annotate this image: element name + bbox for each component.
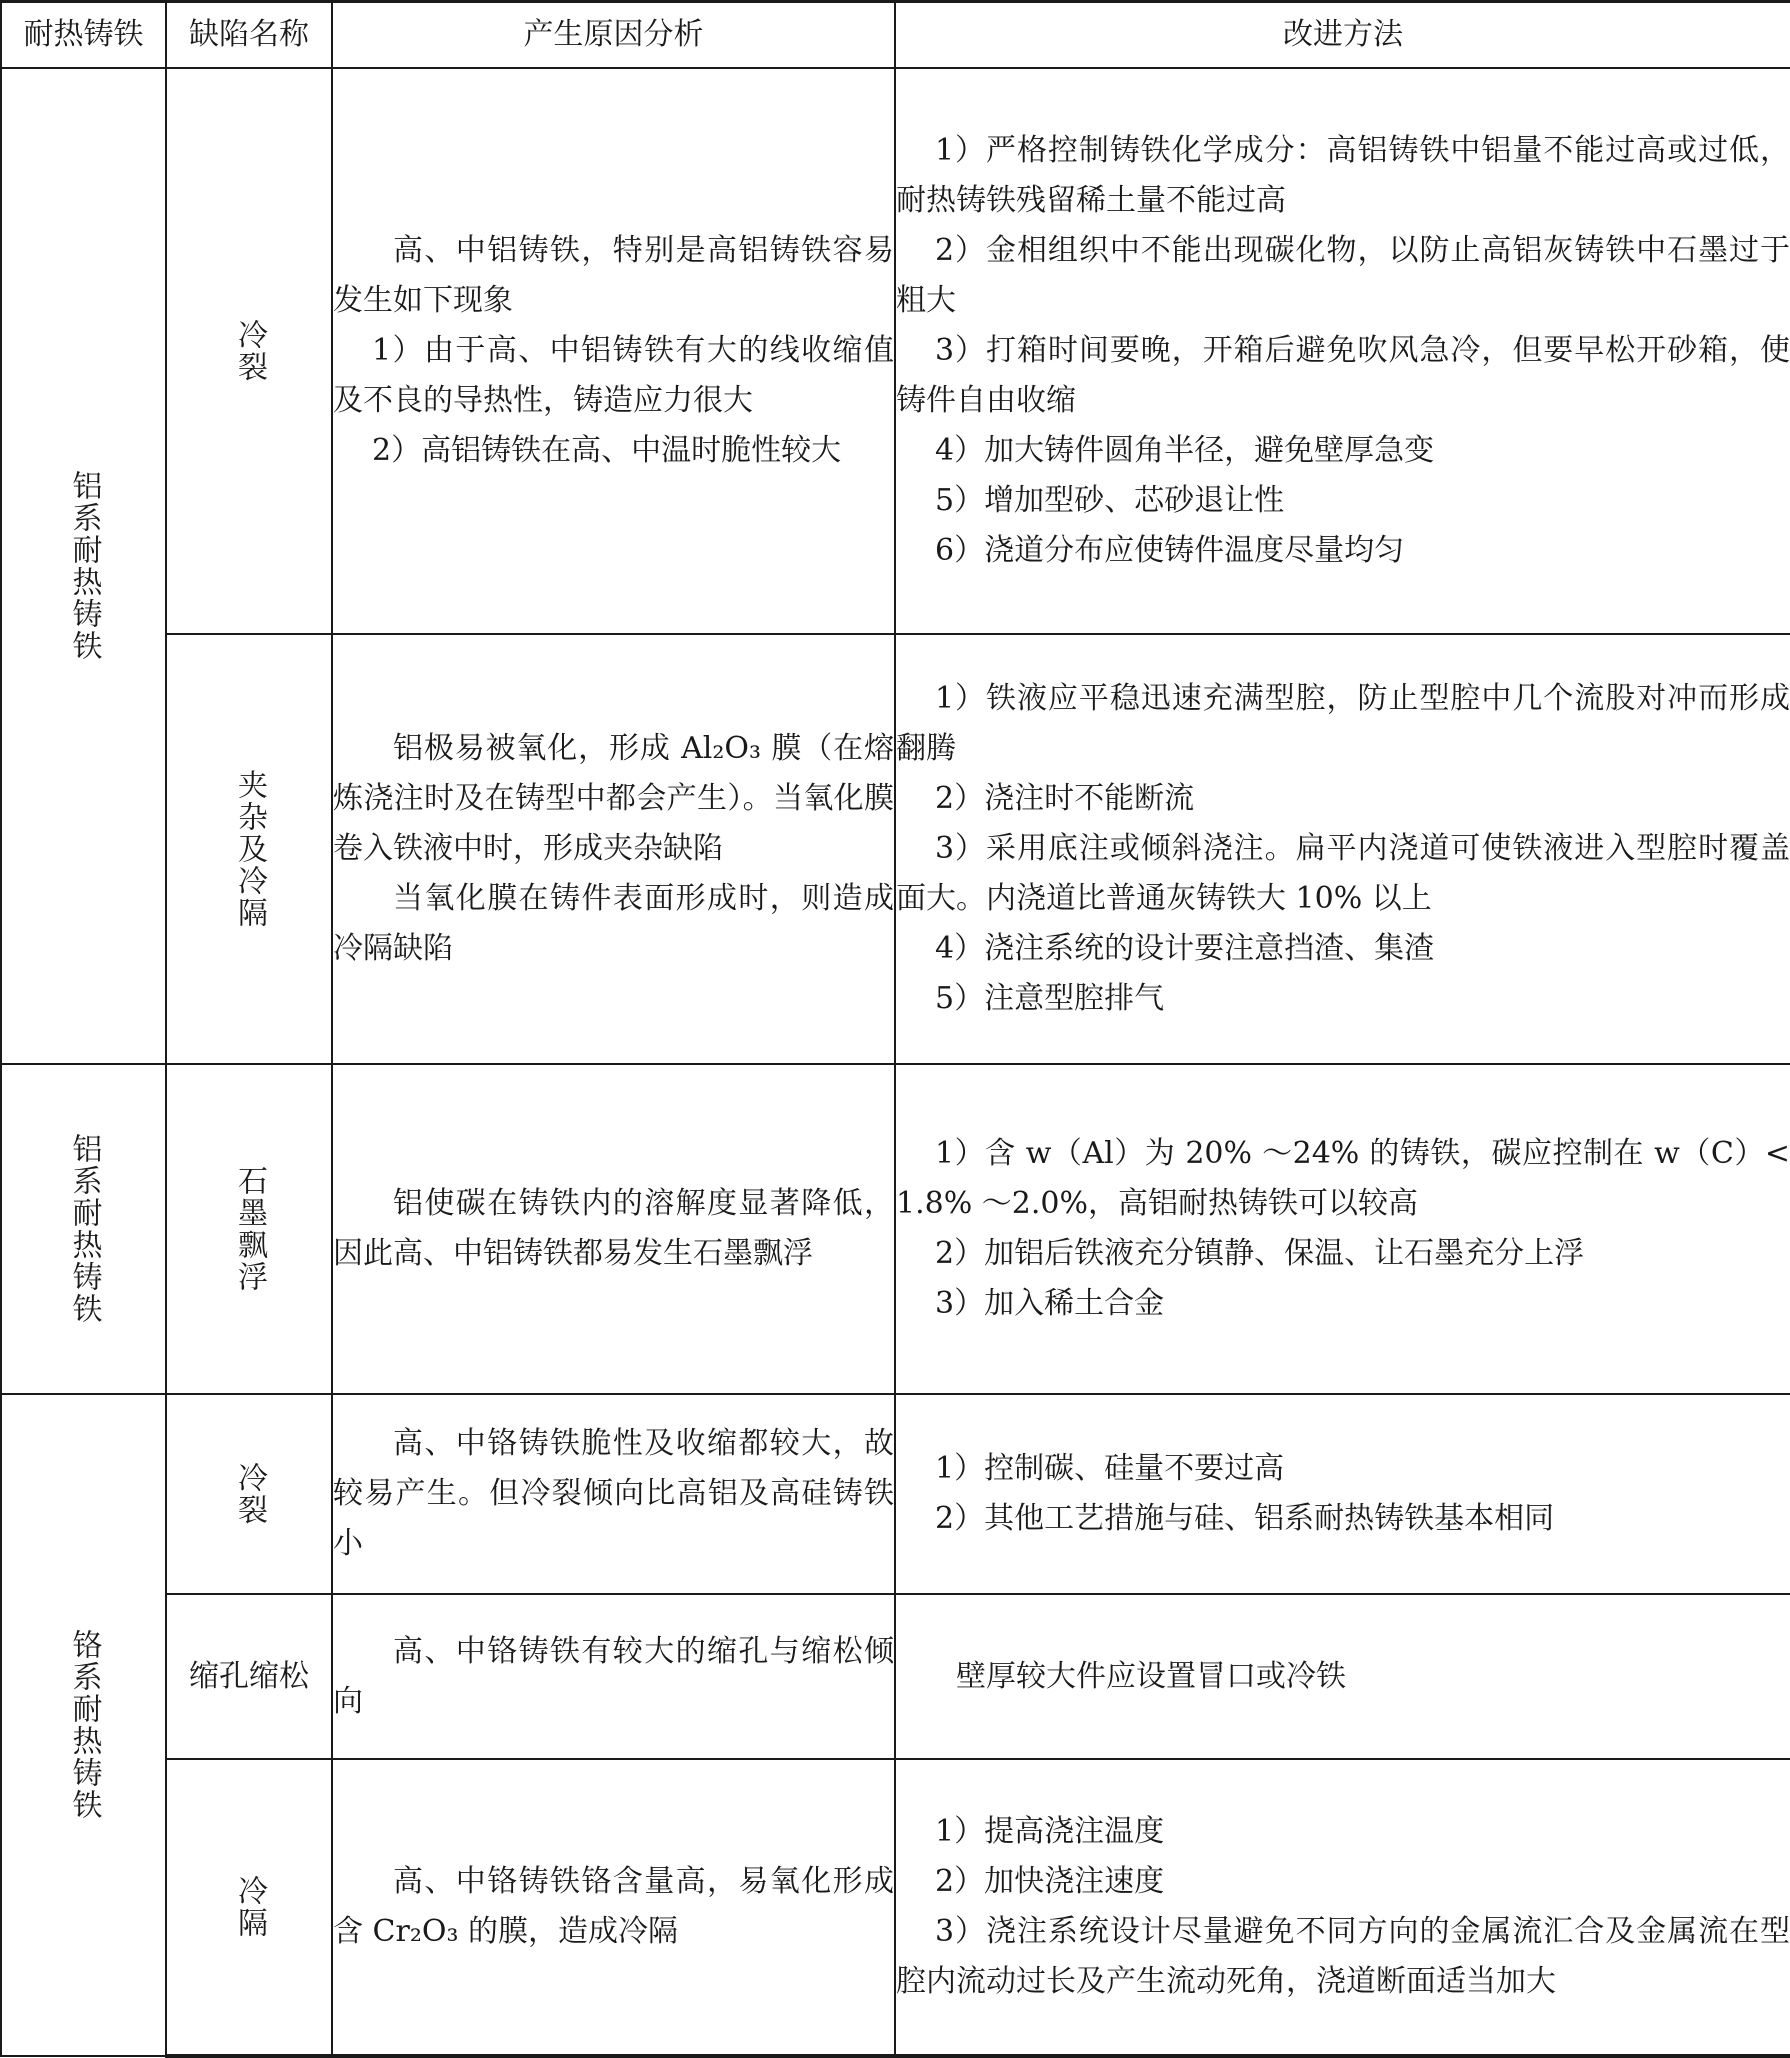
cause-cell (332, 68, 895, 634)
table-row (1, 1759, 1790, 2056)
table-row (1, 1064, 1790, 1394)
method-cell (895, 68, 1790, 634)
alloy-group-label: 铝系耐热铸铁 (66, 470, 102, 662)
defect-name-cell (166, 634, 332, 1064)
method-text: 3）加入稀土合金 (935, 1286, 1165, 1321)
method-cell (895, 1594, 1790, 1759)
alloy-group-cell (1, 68, 166, 1064)
defect-name: 夹杂及冷隔 (232, 769, 267, 929)
cause-cell (332, 1594, 895, 1759)
cause-text: 2）高铝铸铁在高、中温时脆性较大 (372, 433, 842, 468)
defect-name-cell (166, 68, 332, 634)
defect-name: 缩孔缩松 (189, 1658, 309, 1694)
alloy-group-cell (1, 1064, 166, 1394)
cause-text: 高、中铬铸铁脆性及收缩都较大，故较易产生。但冷裂倾向比高铝及高硅铸铁小 (333, 1426, 894, 1561)
defect-name: 石墨飘浮 (232, 1165, 267, 1293)
defect-name-cell (166, 1394, 332, 1594)
defect-name: 冷隔 (232, 1875, 267, 1939)
cause-cell (332, 1064, 895, 1394)
defect-name-cell (166, 1759, 332, 2056)
defect-name: 冷裂 (232, 319, 267, 383)
cause-text: 铝使碳在铸铁内的溶解度显著降低，因此高、中铝铸铁都易发生石墨飘浮 (333, 1186, 894, 1271)
header-row (1, 2, 1790, 69)
cause-text: 高、中铬铸铁铬含量高，易氧化形成含 Cr₂O₃ 的膜，造成冷隔 (333, 1864, 894, 1949)
method-text: 2）金相组织中不能出现碳化物，以防止高铝灰铸铁中石墨过于粗大 (896, 233, 1790, 318)
defect-name-cell (166, 1594, 332, 1759)
table-row (1, 68, 1790, 634)
method-text: 6）浇道分布应使铸件温度尽量均匀 (935, 533, 1405, 568)
method-text: 壁厚较大件应设置冒口或冷铁 (956, 1658, 1346, 1694)
table-row (1, 1394, 1790, 1594)
cause-text: 高、中铬铸铁有较大的缩孔与缩松倾向 (333, 1633, 894, 1719)
method-text: 2）加快浇注速度 (935, 1864, 1165, 1899)
method-cell (895, 1064, 1790, 1394)
method-cell (895, 1759, 1790, 2056)
method-cell (895, 1394, 1790, 1594)
cause-cell (332, 1759, 895, 2056)
header-alloy: 耐热铸铁 (1, 2, 166, 69)
method-text: 5）增加型砂、芯砂退让性 (935, 483, 1285, 518)
defect-name: 冷裂 (232, 1462, 267, 1526)
method-text: 4）加大铸件圆角半径，避免壁厚急变 (935, 433, 1435, 468)
method-cell (895, 634, 1790, 1064)
header-cause-analysis: 产生原因分析 (332, 2, 895, 69)
method-text: 4）浇注系统的设计要注意挡渣、集渣 (935, 931, 1435, 966)
header-improvement-method: 改进方法 (895, 2, 1790, 69)
table-row (1, 634, 1790, 1064)
method-text: 5）注意型腔排气 (935, 981, 1165, 1016)
method-text: 2）其他工艺措施与硅、铝系耐热铸铁基本相同 (935, 1501, 1555, 1536)
defect-name-cell (166, 1064, 332, 1394)
method-text: 1）提高浇注温度 (935, 1814, 1165, 1849)
alloy-group-label: 铝系耐热铸铁 (66, 1133, 102, 1325)
cause-text: 当氧化膜在铸件表面形成时，则造成冷隔缺陷 (333, 881, 894, 966)
method-text: 1）含 w（Al）为 20% ～24% 的铸铁，碳应控制在 w（C）< 1.8% ～2.0%，高铝耐热铸铁可以较高 (896, 1136, 1790, 1221)
alloy-group-cell (1, 1394, 166, 2056)
method-text: 1）严格控制铸铁化学成分：高铝铸铁中铝量不能过高或过低，耐热铸铁残留稀土量不能过高 (896, 133, 1790, 218)
method-text: 1）控制碳、硅量不要过高 (935, 1451, 1285, 1486)
method-text: 3）打箱时间要晚，开箱后避免吹风急冷，但要早松开砂箱，使铸件自由收缩 (896, 333, 1790, 418)
method-text: 1）铁液应平稳迅速充满型腔，防止型腔中几个流股对冲而形成翻腾 (896, 681, 1790, 766)
method-text: 3）采用底注或倾斜浇注。扁平内浇道可使铁液进入型腔时覆盖面大。内浇道比普通灰铸铁大 10% 以上 (896, 831, 1790, 916)
alloy-group-label: 铬系耐热铸铁 (66, 1629, 102, 1821)
method-text: 3）浇注系统设计尽量避免不同方向的金属流汇合及金属流在型腔内流动过长及产生流动死角，浇道断面适当加大 (896, 1914, 1790, 1999)
header-defect-name: 缺陷名称 (166, 2, 332, 69)
cause-text: 1）由于高、中铝铸铁有大的线收缩值及不良的导热性，铸造应力很大 (333, 333, 894, 418)
cause-cell (332, 1394, 895, 1594)
cause-text: 高、中铝铸铁，特别是高铝铸铁容易发生如下现象 (333, 233, 894, 318)
method-text: 2）加铝后铁液充分镇静、保温、让石墨充分上浮 (935, 1236, 1585, 1271)
method-text: 2）浇注时不能断流 (935, 781, 1195, 816)
table-row (1, 1594, 1790, 1759)
cause-cell (332, 634, 895, 1064)
cause-text: 铝极易被氧化，形成 Al₂O₃ 膜（在熔炼浇注时及在铸型中都会产生）。当氧化膜卷入铁液中时，形成夹杂缺陷 (333, 731, 894, 866)
